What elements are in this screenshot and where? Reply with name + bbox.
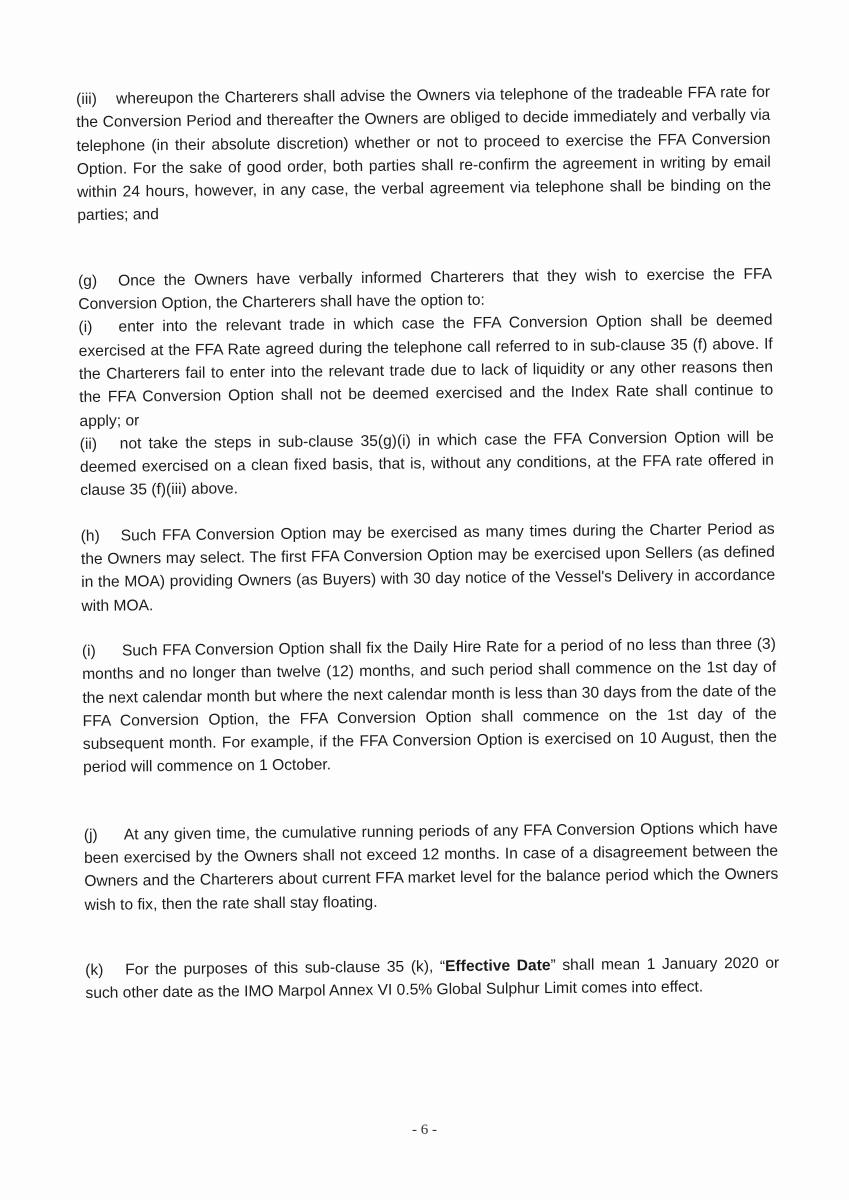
clause-35-g	[78, 263, 772, 317]
item-text-post: ” shall mean 1 January 2020 or such other date as the IMO Marpol Annex VI 0.5% Global Sulphur Limit comes into effect.	[85, 954, 780, 1003]
item-label: (g)	[77, 272, 98, 290]
item-label: (h)	[80, 527, 100, 545]
item-text-pre: For the purposes of this sub-clause 35 (k), “	[125, 958, 446, 979]
item-text: whereupon the Charterers shall advise the Owners via telephone of the tradeable FFA rate for the Conversion Period and thereafter the Owners are obliged to decide immediately and verbally via telephone (in their absolute discretion) whether or not to proceed to exercise the FFA Conversion Option. For the sake of good order, both parties shall re-confirm the agreement in writing by email within 24 hours, however, in any case, the verbal agreement via telephone shall be binding on the parties; and	[76, 83, 772, 225]
item-text: Such FFA Conversion Option may be exercised as many times during the Charter Period as the Owners may select. The first FFA Conversion Option may be exercised upon Sellers (as defined in the MOA) providing Owners (as Buyers) with 30 day notice of the Vessel's Delivery in accordance with MOA.	[80, 520, 776, 615]
item-text: Such FFA Conversion Option shall fix the Daily Hire Rate for a period of no less than three (3) months and no longer than twelve (12) months, and such period shall commence on the 1st day of the next calendar month but where the next calendar month is less than 30 days from the date of the FFA Conversion Option, the FFA Conversion Option shall commence on the 1st day of the subsequent month. For example, if the FFA Conversion Option is exercised on 10 August, then the period will commence on 1 October.	[82, 635, 777, 777]
clause-35-g-ii	[80, 426, 775, 503]
item-text: Once the Owners have verbally informed Charterers that they wish to exercise the FFA Conversion Option, the Charterers shall have the option to:	[78, 265, 773, 314]
item-text: At any given time, the cumulative running periods of any FFA Conversion Options which have been exercised by the Owners shall not exceed 12 months. In case of a disagreement between the Owners and the Charterers about current FFA market level for the balance period which the Owners wish to fix, then the rate shall stay floating.	[83, 819, 779, 914]
clause-body	[76, 81, 780, 1006]
clause-35-f-iii	[76, 81, 771, 228]
clause-35-k	[85, 952, 779, 1006]
item-label: (iii)	[76, 90, 97, 108]
clause-35-g-i	[78, 309, 773, 433]
defined-term: Effective Date	[445, 956, 551, 976]
item-text: enter into the relevant trade in which case the FFA Conversion Option shall be deemed exercised at the FFA Rate agreed during the telephone call referred to in sub-clause 35 (f) above. If the Charterers fail to enter into the relevant trade due to lack of liquidity or any other reasons then the FFA Conversion Option shall not be deemed exercised and the Index Rate shall continue to apply; or	[78, 312, 774, 430]
clause-35-i	[82, 633, 777, 780]
clause-35-j	[84, 816, 779, 916]
item-label: (j)	[83, 826, 98, 844]
page-number: - 6 -	[412, 1122, 437, 1138]
item-label: (i)	[81, 642, 96, 660]
item-label: (k)	[85, 961, 104, 979]
clause-35-h	[81, 517, 776, 617]
item-text: not take the steps in sub-clause 35(g)(i) in which case the FFA Conversion Option will be deemed exercised on a clean fixed basis, that is, without any conditions, at the FFA rate offered in clause 35 (f)(iii) above.	[79, 428, 775, 500]
item-label: (i)	[78, 319, 93, 337]
item-label: (ii)	[79, 435, 98, 453]
